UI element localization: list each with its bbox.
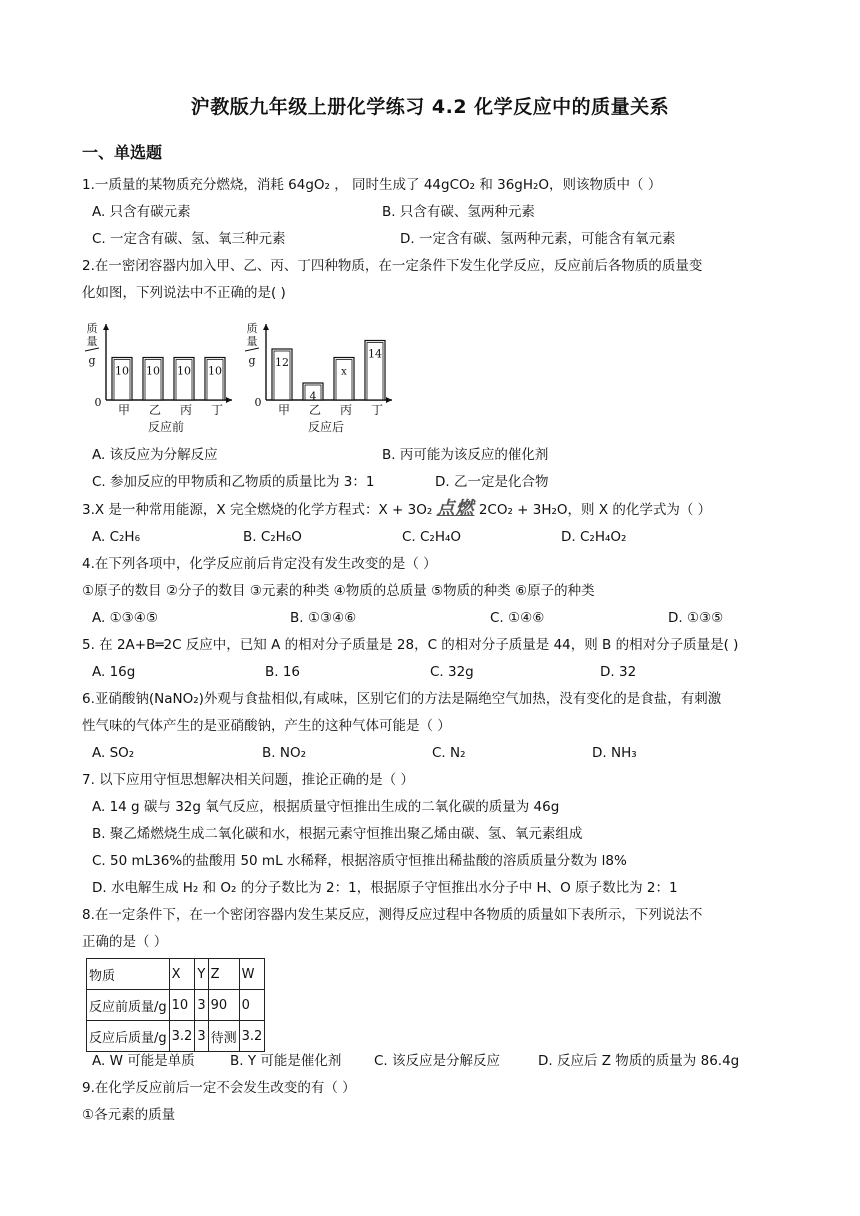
question-2-stem-line1: 2.在一密闭容器内加入甲、乙、丙、丁四种物质，在一定条件下发生化学反应，反应前后各物质的质量变 <box>82 258 703 274</box>
question-3-stem-right: 2CO₂ + 3H₂O，则 X 的化学式为（ ） <box>478 502 712 518</box>
question-6-option-c: C. N₂ <box>432 745 466 761</box>
bar-value-label: x <box>341 366 347 378</box>
question-3-option-d: D. C₂H₄O₂ <box>561 529 627 545</box>
table-header-cell: 物质 <box>87 959 170 990</box>
y-axis-label-slash <box>245 348 259 351</box>
question-6-option-a: A. SO₂ <box>92 745 135 761</box>
table-cell: 3 <box>195 1021 208 1052</box>
question-7-stem: 7. 以下应用守恒思想解决相关问题，推论正确的是（ ） <box>82 772 414 788</box>
question-3-stem-left: 3.X 是一种常用能源，X 完全燃烧的化学方程式：X + 3O₂ <box>82 502 433 518</box>
x-tick-label: 丙 <box>179 403 193 417</box>
question-1-option-b: B. 只含有碳、氢两种元素 <box>382 204 535 220</box>
question-4-option-b: B. ①③④⑥ <box>290 610 357 626</box>
x-tick-label: 丙 <box>339 403 353 417</box>
y-axis-label-slash <box>85 348 99 351</box>
question-4-option-c: C. ①④⑥ <box>490 610 545 626</box>
question-3-option-a: A. C₂H₆ <box>92 529 140 545</box>
table-cell: 10 <box>169 990 195 1021</box>
question-8-option-d: D. 反应后 Z 物质的质量为 86.4g <box>538 1053 740 1069</box>
question-7-option-d: D. 水电解生成 H₂ 和 O₂ 的分子数比为 2：1，根据原子守恒推出水分子中 H、O 原子数比为 2：1 <box>92 880 678 896</box>
question-5-option-b: B. 16 <box>265 664 301 680</box>
question-2-stem-line2: 化如图，下列说法中不正确的是( ) <box>82 285 286 301</box>
question-4-stem: 4.在下列各项中，化学反应前后肯定没有发生改变的是（ ） <box>82 556 437 572</box>
question-4-option-a: A. ①③④⑤ <box>92 610 158 626</box>
bar-value-label: 14 <box>368 347 382 361</box>
chart-title: 反应前 <box>147 420 185 434</box>
ignite-condition: 点燃 <box>436 498 475 519</box>
chart-title: 反应后 <box>307 420 345 434</box>
table-cell: 3.2 <box>239 1021 265 1052</box>
question-3-option-c: C. C₂H₄O <box>402 529 462 545</box>
question-8-option-a: A. W 可能是单质 <box>92 1053 195 1069</box>
question-7-option-a: A. 14 g 碳与 32g 氧气反应，根据质量守恒推出生成的二氧化碳的质量为 46g <box>92 799 560 815</box>
question-2-option-a: A. 该反应为分解反应 <box>92 447 218 463</box>
x-tick-label: 乙 <box>148 403 162 417</box>
bar-value-label: 4 <box>309 390 317 403</box>
y-axis-label-unit: g <box>248 354 256 367</box>
table-cell: 0 <box>239 990 265 1021</box>
question-6-option-d: D. NH₃ <box>592 745 637 761</box>
bar-value-label: 10 <box>115 364 129 378</box>
question-6-stem-line1: 6.亚硝酸钠(NaNO₂)外观与食盐相似,有咸味，区别它们的方法是隔绝空气加热，没有变化的是食盐，有刺激 <box>82 691 722 707</box>
question-8-option-c: C. 该反应是分解反应 <box>374 1053 501 1069</box>
y-axis-label-char: 质 <box>86 322 98 335</box>
question-2-option-c: C. 参加反应的甲物质和乙物质的质量比为 3：1 <box>92 474 375 490</box>
question-7-option-c: C. 50 mL36%的盐酸用 50 mL 水稀释，根据溶质守恒推出稀盐酸的溶质质量分数为 l8% <box>92 853 627 869</box>
y-axis-label-char: 质 <box>246 322 258 335</box>
section-heading: 一、单选题 <box>82 143 163 162</box>
bar-value-label: 10 <box>208 364 222 378</box>
origin-label: 0 <box>254 396 262 409</box>
question-9-stem: 9.在化学反应前后一定不会发生改变的有（ ） <box>82 1080 356 1096</box>
x-tick-label: 甲 <box>277 403 291 417</box>
table-header-row <box>87 959 265 990</box>
x-tick-label: 丁 <box>370 403 384 417</box>
question-4-option-d: D. ①③⑤ <box>668 610 724 626</box>
question-8-option-b: B. Y 可能是催化剂 <box>230 1053 342 1069</box>
question-5-option-d: D. 32 <box>600 664 637 680</box>
bar-value-label: 12 <box>275 356 289 369</box>
table-cell: 反应前质量/g <box>87 990 170 1021</box>
question-5-option-c: C. 32g <box>430 664 474 680</box>
question-8-table <box>86 958 265 1052</box>
page-title: 沪教版九年级上册化学练习 4.2 化学反应中的质量关系 <box>190 96 670 118</box>
question-5-stem: 5. 在 2A+B═2C 反应中，已知 A 的相对分子质量是 28，C 的相对分子质量是 44，则 B 的相对分子质量是( ) <box>82 637 739 653</box>
question-3-stem <box>82 500 711 519</box>
question-4-items: ①原子的数目 ②分子的数目 ③元素的种类 ④物质的总质量 ⑤物质的种类 ⑥原子的种类 <box>82 583 595 599</box>
question-8-stem-line2: 正确的是（ ） <box>82 934 168 950</box>
x-axis-arrow <box>226 397 232 403</box>
question-1-option-a: A. 只含有碳元素 <box>92 204 191 220</box>
table-cell: 90 <box>208 990 239 1021</box>
question-1-option-d: D. 一定含有碳、氢两种元素，可能含有氧元素 <box>400 231 676 247</box>
origin-label: 0 <box>94 396 102 409</box>
table-row <box>87 990 265 1021</box>
y-axis-arrow <box>263 324 269 330</box>
question-1-stem: 1.一质量的某物质充分燃烧，消耗 64gO₂ ， 同时生成了 44gCO₂ 和 36gH₂O，则该物质中（ ） <box>82 177 662 193</box>
bar <box>334 358 354 401</box>
table-cell: 3 <box>195 990 208 1021</box>
bar-value-label: 10 <box>146 364 160 378</box>
y-axis-label-unit: g <box>88 354 96 367</box>
x-tick-label: 甲 <box>117 403 131 417</box>
question-2-bar-charts <box>80 318 400 436</box>
question-1-option-c: C. 一定含有碳、氢、氧三种元素 <box>92 231 286 247</box>
question-5-option-a: A. 16g <box>92 664 136 680</box>
table-header-cell: X <box>169 959 195 990</box>
table-cell: 待测 <box>208 1021 239 1052</box>
table-cell: 反应后质量/g <box>87 1021 170 1052</box>
question-8-stem-line1: 8.在一定条件下，在一个密闭容器内发生某反应，测得反应过程中各物质的质量如下表所示，下列说法不 <box>82 907 703 923</box>
question-6-option-b: B. NO₂ <box>262 745 306 761</box>
y-axis-label-char: 量 <box>86 335 98 348</box>
question-3-option-b: B. C₂H₆O <box>243 529 302 545</box>
bar-value-label: 10 <box>177 364 191 378</box>
question-6-stem-line2: 性气味的气体产生的是亚硝酸钠，产生的这种气体可能是（ ） <box>82 718 451 734</box>
table-row <box>87 1021 265 1052</box>
y-axis-label-char: 量 <box>246 335 258 348</box>
x-axis-arrow <box>386 397 392 403</box>
question-9-item-1: ①各元素的质量 <box>82 1107 176 1123</box>
table-header-cell: Y <box>195 959 208 990</box>
table-header-cell: W <box>239 959 265 990</box>
table-header-cell: Z <box>208 959 239 990</box>
question-2-option-d: D. 乙一定是化合物 <box>435 474 549 490</box>
y-axis-arrow <box>103 324 109 330</box>
table-cell: 3.2 <box>169 1021 195 1052</box>
x-tick-label: 乙 <box>308 403 322 417</box>
x-tick-label: 丁 <box>210 403 224 417</box>
question-2-option-b: B. 丙可能为该反应的催化剂 <box>382 447 549 463</box>
question-7-option-b: B. 聚乙烯燃烧生成二氧化碳和水，根据元素守恒推出聚乙烯由碳、氢、氧元素组成 <box>92 826 583 842</box>
